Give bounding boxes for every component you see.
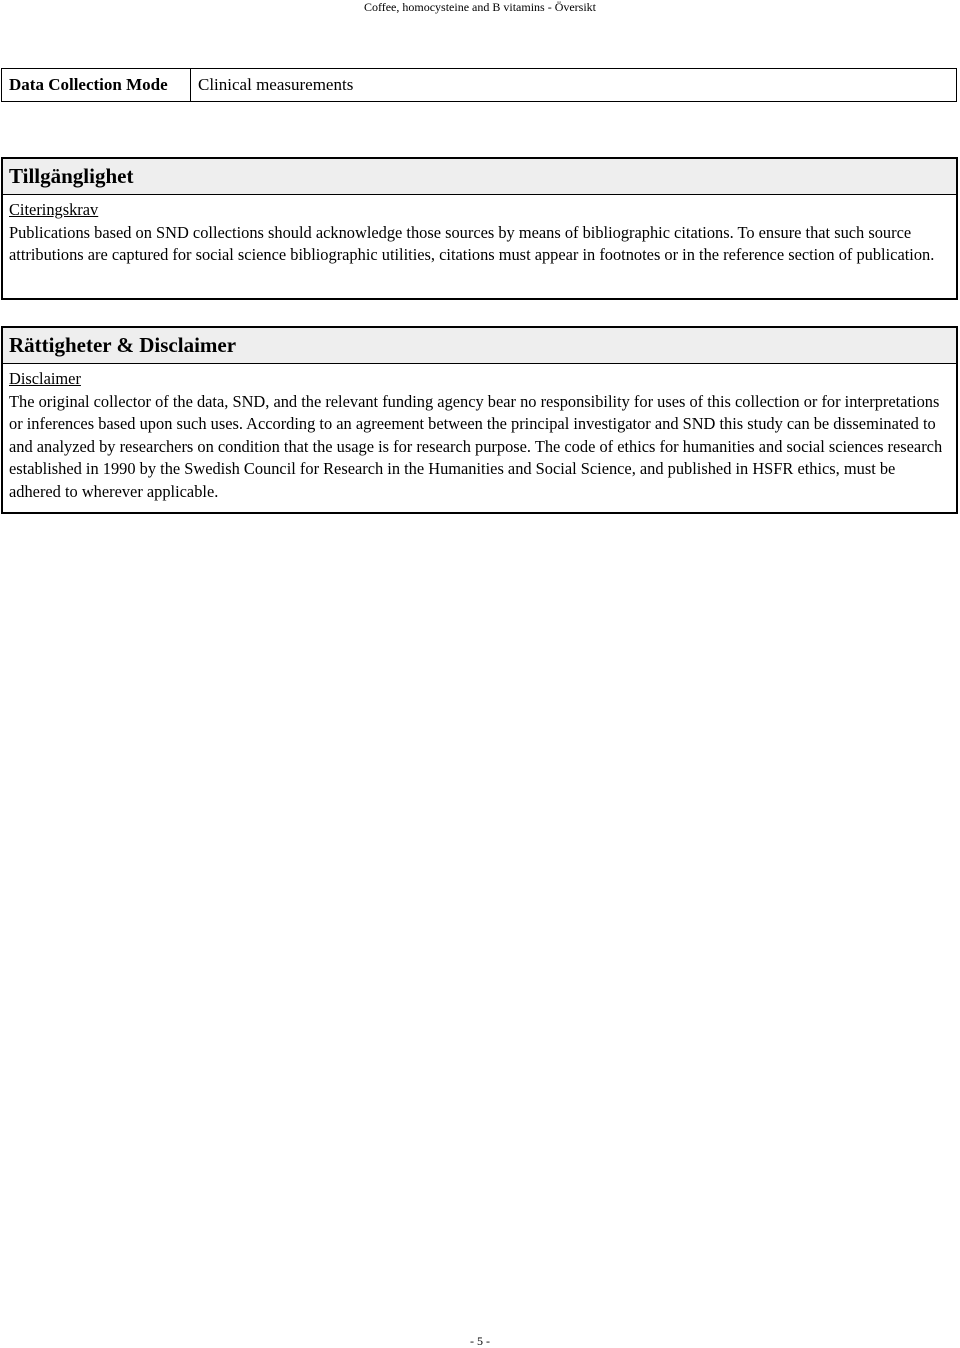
access-body	[3, 195, 956, 273]
disclaimer-text: The original collector of the data, SND, and the relevant funding agency bear no responsibility for uses of this collection or for interpretations or inferences based upon such uses. According to an agreement between the principal investigator and SND this study can be disseminated to and analyzed by researchers on condition that the usage is for research purpose. The code of ethics for humanities and social sciences research established in 1990 by the Swedish Council for Research in the Humanities and Social Science, and published in HSFR ethics, must be adhered to wherever applicable.	[9, 391, 943, 501]
running-header: Coffee, homocysteine and B vitamins - Översikt	[363, 0, 597, 14]
metadata-value: Clinical measurements	[198, 75, 354, 94]
metadata-key: Data Collection Mode	[2, 69, 191, 101]
page-number: - 5 -	[470, 1334, 490, 1348]
rights-section	[1, 326, 958, 514]
rights-body	[3, 364, 956, 510]
citation-text: Publications based on SND collections should acknowledge those sources by means of bibliographic citations. To ensure that such source attributions are captured for social science bibliographic utilities, citations must appear in footnotes or in the reference section of publication.	[9, 222, 935, 265]
citation-requirements-link[interactable]: Citeringskrav	[9, 200, 99, 219]
access-section	[1, 157, 958, 300]
disclaimer-link[interactable]: Disclaimer	[9, 369, 81, 388]
data-collection-mode-row	[1, 68, 957, 102]
rights-heading: Rättigheter & Disclaimer	[3, 328, 956, 364]
access-heading: Tillgänglighet	[3, 159, 956, 195]
